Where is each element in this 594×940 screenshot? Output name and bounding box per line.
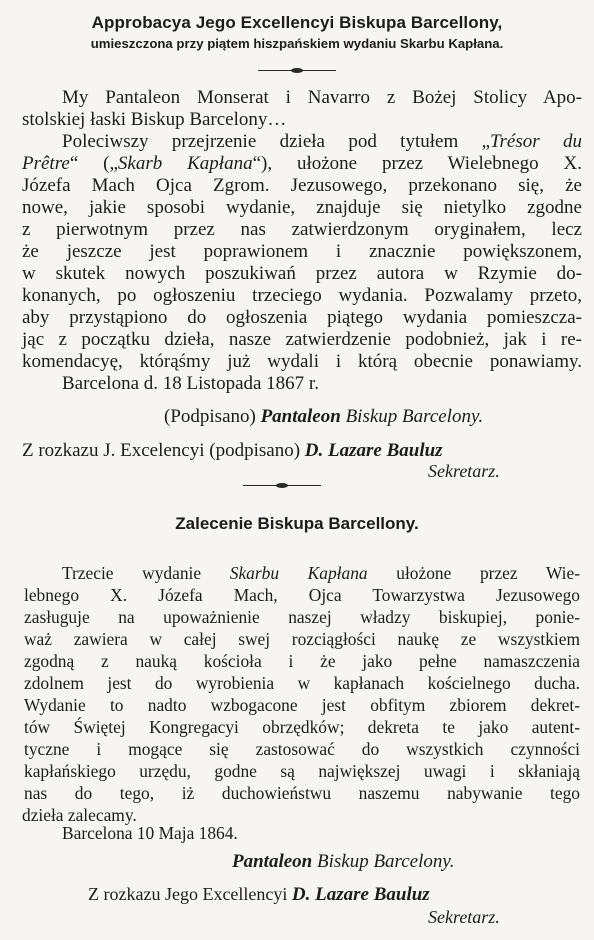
recommendation-heading: Zalecenie Biskupa Barcellony. <box>175 514 419 533</box>
body-line: Wydanie to nadto wzbogacone jest obfitym zbiorem dekret- <box>24 695 580 715</box>
body-line: stolskiej łaski Biskup Barcelony… <box>22 109 287 130</box>
signatory-name: Pantaleon <box>260 406 341 427</box>
body-line: waż zawiera w całej swej rozciągłości naukę ze wszystkiem <box>24 629 580 649</box>
body-line: aby przystąpiono do ogłoszenia piątego wydania pomieszcza- <box>22 307 582 328</box>
approbation-date: Barcelona d. 18 Listopada 1867 r. <box>62 373 319 394</box>
order-prefix: Z rozkazu Jego Excellencyi <box>88 884 288 904</box>
body-line: My Pantaleon Monserat i Navarro z Bożej Stolicy Apo- <box>62 87 582 108</box>
italic-title: Trésor du <box>490 131 582 152</box>
body-line: nowe, jakie sposobi wydanie, znajduje się nietylko zgodne <box>22 197 582 218</box>
recommendation-order-line <box>88 883 430 906</box>
body-line: lebnego X. Józefa Mach, Ojca Towarzystwa Jezusowego <box>24 585 580 605</box>
body-line: dzieła zalecamy. <box>22 805 137 825</box>
body-line: konanych, po ogłoszeniu trzeciego wydania. Pozwalamy przeto, <box>22 285 582 306</box>
signatory-title: Biskup Barcelony. <box>345 406 484 427</box>
order-prefix: Z rozkazu J. Excelencyi (podpisano) <box>22 440 301 461</box>
recommendation-date: Barcelona 10 Maja 1864. <box>62 823 238 843</box>
recommendation-signature <box>232 851 455 873</box>
body-line: zasługuje na upoważnienie naszej władzy biskupiej, ponie- <box>24 607 580 627</box>
approbation-order-line <box>22 440 443 462</box>
italic-title: Prêtre <box>22 153 70 174</box>
body-line: komendacyę, którąśmy już wydali i którą obecnie ponawiamy. <box>22 351 582 372</box>
secretary-name: D. Lazare Bauluz <box>304 440 443 461</box>
body-line: kapłańskiego urzędu, godne są największej uwagi i skłaniają <box>24 761 580 781</box>
secretary-title: Sekretarz. <box>428 907 500 927</box>
body-line: tów Świętej Kongregacyi obrzędków; dekreta te jako autent- <box>24 717 580 737</box>
body-line: że jeszcze jest poprawionem i znacznie powiększonem, <box>22 241 582 262</box>
approbation-signature <box>164 406 483 428</box>
signed-prefix: (Podpisano) <box>164 406 256 427</box>
body-line: Józefa Mach Ojca Zgrom. Jezusowego, przekonano się, że <box>22 175 582 196</box>
approbation-subheading: umieszczona przy piątem hiszpańskiem wydaniu Skarbu Kapłana. <box>90 36 504 51</box>
body-line: z pierwotnym przez nas zatwierdzonym oryginałem, lecz <box>22 219 582 240</box>
body-line: tyczne i mogące się zastosować do wszystkich czynności <box>24 739 580 759</box>
body-line: w skutek nowych poszukiwań przez autora w Rzymie do- <box>22 263 582 284</box>
secretary-name: D. Lazare Bauluz <box>291 884 430 905</box>
body-line: zgodną z nauką kościoła i że jako pełne namaszczenia <box>24 651 580 671</box>
italic-title: Skarbu Kapłana <box>229 563 368 583</box>
ornamental-divider <box>243 485 321 486</box>
body-line: nas do tego, iż duchowieństwu naszemu nabywanie tego <box>24 783 580 803</box>
approbation-heading: Approbacya Jego Excellencyi Biskupa Barcellony, <box>91 13 503 32</box>
italic-title: Skarb Kapłana <box>117 153 253 174</box>
secretary-title: Sekretarz. <box>428 461 500 481</box>
body-line: zdolnem jest do wyrobienia w kapłanach kościelnego ducha. <box>24 673 580 693</box>
body-line: Prêtre“ („Skarb Kapłana“), ułożone przez Wielebnego X. <box>22 153 582 174</box>
signatory-name: Pantaleon <box>232 851 313 872</box>
body-line: Trzecie wydanie Skarbu Kapłana ułożone przez Wie- <box>62 563 581 583</box>
body-line: jąc z początku dzieła, nasze zatwierdzenie podobnież, jak i re- <box>22 329 582 350</box>
ornamental-divider <box>258 70 336 71</box>
signatory-title: Biskup Barcelony. <box>316 851 455 872</box>
body-line: Poleciwszy przejrzenie dzieła pod tytułem „Trésor du <box>62 131 582 152</box>
